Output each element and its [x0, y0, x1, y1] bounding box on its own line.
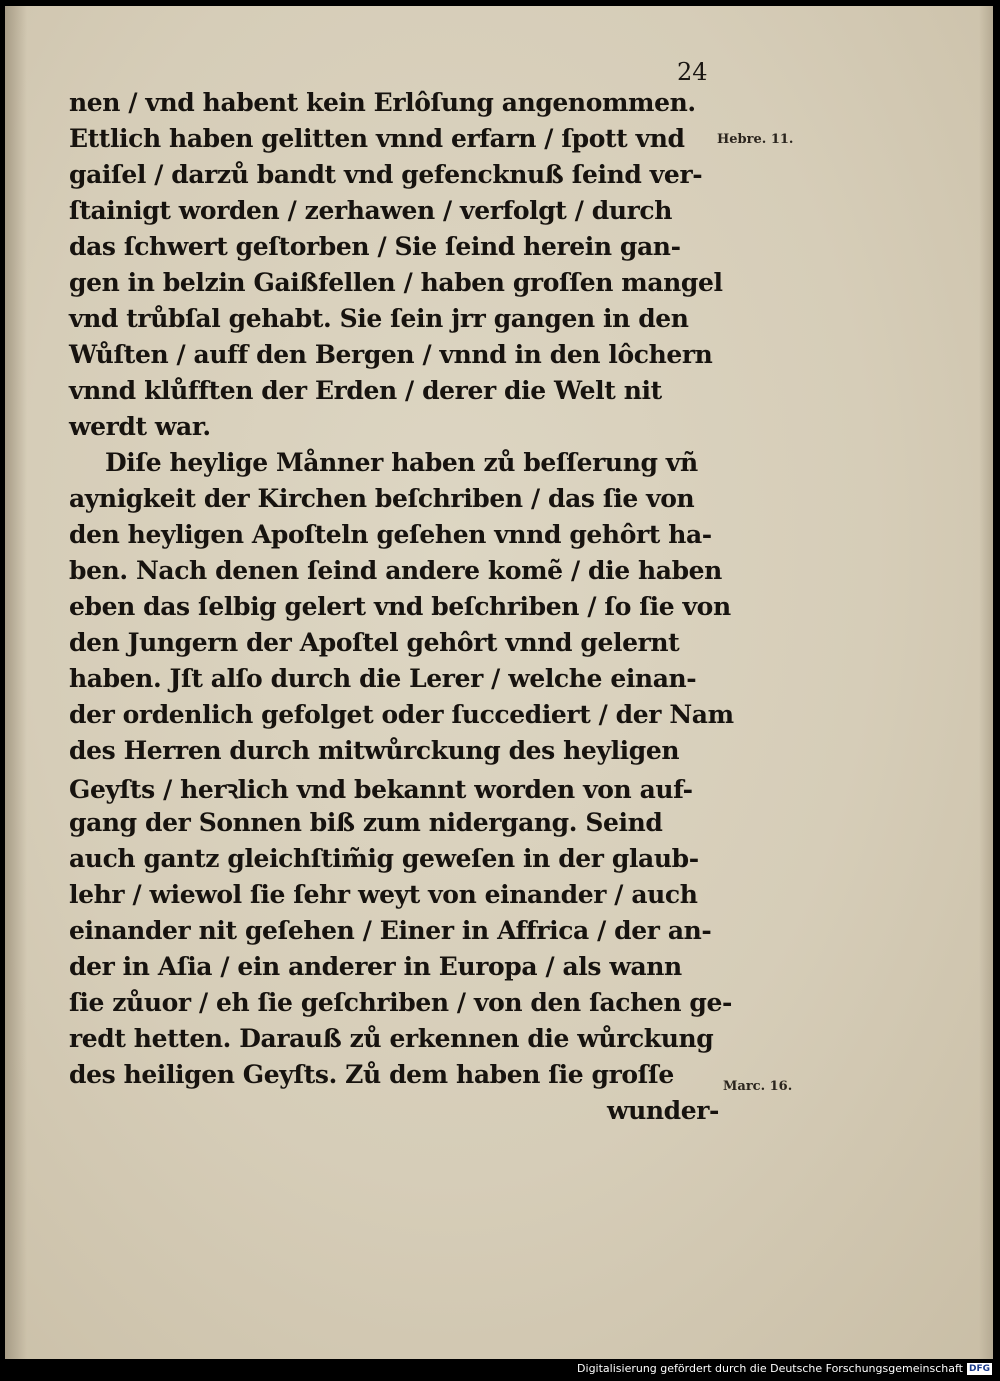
- paragraph-start-line: Diſe heylige Månner haben zů beſſerung vñ: [105, 448, 698, 477]
- text-line: des Herren durch mitwůrckung des heyligen: [69, 736, 680, 765]
- text-line: den Jungern der Apoſtel gehôrt vnnd gelernt: [69, 628, 680, 657]
- marginal-note-mark: Marc. 16.: [723, 1079, 793, 1094]
- text-line: redt hetten. Darauß zů erkennen die wůrckung: [69, 1024, 714, 1053]
- text-line: des heiligen Geyſts. Zů dem haben ſie groſſe: [69, 1060, 674, 1089]
- text-line: der ordenlich gefolget oder ſuccediert / der Nam: [69, 700, 734, 729]
- text-line: einander nit geſehen / Einer in Affrica / der an-: [69, 916, 712, 945]
- text-line: das ſchwert geſtorben / Sie ſeind herein gan-: [69, 232, 681, 261]
- text-line: Geyſts / herꝛlich vnd bekannt worden von auf-: [69, 775, 693, 804]
- text-line: gaiſel / darzů bandt vnd gefencknuß ſeind ver-: [69, 160, 703, 189]
- text-line: auch gantz gleichſtim̃ig geweſen in der glaub-: [69, 844, 699, 873]
- text-line: vnd trůbſal gehabt. Sie ſein jrr gangen in den: [69, 304, 689, 333]
- text-line: vnnd klůfften der Erden / derer die Welt nit: [69, 376, 662, 405]
- page-gutter-shadow: [5, 6, 27, 1359]
- text-line: haben. Jſt alſo durch die Lerer / welche einan-: [69, 664, 697, 693]
- text-line: ſtainigt worden / zerhawen / verfolgt / durch: [69, 196, 672, 225]
- page-edge-shadow: [979, 6, 993, 1359]
- text-line: der in Aſia / ein anderer in Europa / als wann: [69, 952, 682, 981]
- text-line: Ettlich haben gelitten vnnd erfarn / ſpott vnd: [69, 124, 685, 153]
- text-line: werdt war.: [69, 412, 211, 441]
- text-line: ſie zůuor / eh ſie geſchriben / von den ſachen ge-: [69, 988, 732, 1017]
- text-line: Wůſten / auff den Bergen / vnnd in den lôchern: [69, 340, 713, 369]
- text-line: nen / vnd habent kein Erlôſung angenommen.: [69, 88, 696, 117]
- catchword: wunder-: [606, 1096, 719, 1125]
- text-line: eben das ſelbig gelert vnd beſchriben / ſo ſie von: [69, 592, 731, 621]
- footer-credit: [577, 1362, 992, 1375]
- footer-credit-text: Digitalisierung gefördert durch die Deutsche Forschungsgemeinschaft: [577, 1362, 963, 1375]
- text-line: gen in belzin Gaißfellen / haben groſſen mangel: [69, 268, 723, 297]
- marginal-note-hebrews: Hebre. 11.: [717, 132, 794, 147]
- text-line: ben. Nach denen ſeind andere komẽ / die haben: [69, 556, 722, 585]
- page-number: 24: [677, 58, 708, 86]
- dfg-logo: DFG: [968, 1363, 990, 1374]
- text-line: lehr / wiewol ſie ſehr weyt von einander / auch: [69, 880, 698, 909]
- text-line: aynigkeit der Kirchen beſchriben / das ſie von: [69, 484, 695, 513]
- book-page: [5, 6, 993, 1359]
- text-line: gang der Sonnen biß zum nidergang. Seind: [69, 808, 663, 837]
- text-line: den heyligen Apoſteln geſehen vnnd gehôrt ha-: [69, 520, 712, 549]
